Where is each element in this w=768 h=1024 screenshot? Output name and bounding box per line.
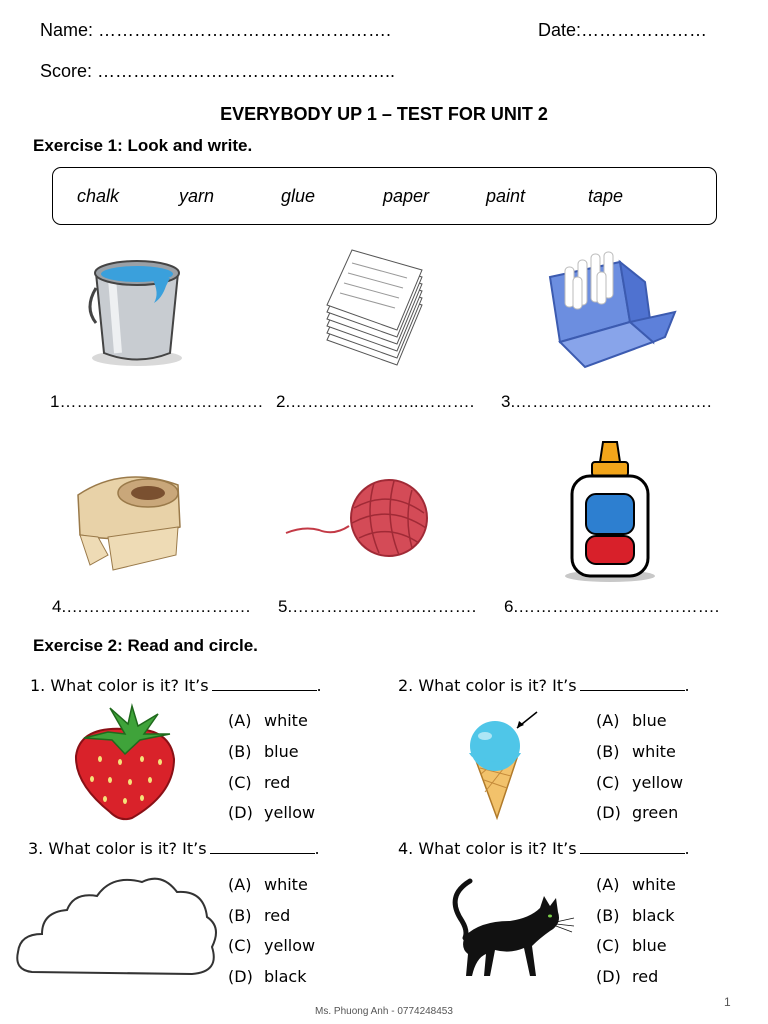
blank-3[interactable]: 3.………………….…………. <box>501 392 712 411</box>
word-glue: glue <box>281 186 316 206</box>
question-2-number: 2. <box>398 676 414 695</box>
q3-option-c[interactable]: (C) yellow <box>228 936 316 955</box>
q1-option-c[interactable]: (C) red <box>228 773 291 792</box>
q3-option-b[interactable]: (B) red <box>228 906 291 925</box>
word-chalk: chalk <box>77 186 120 206</box>
question-4-end: . <box>684 839 690 858</box>
blank-5[interactable]: 5.…………………..………. <box>278 597 477 616</box>
blank-1[interactable]: 1……………………………… <box>50 392 264 411</box>
question-1-number: 1. <box>30 676 46 695</box>
q4-option-c[interactable]: (C) blue <box>596 936 667 955</box>
question-2-text: What color is it? It’s <box>418 676 577 695</box>
question-3-end: . <box>314 839 320 858</box>
word-paint: paint <box>486 186 526 206</box>
question-4-number: 4. <box>398 839 414 858</box>
q3-option-a[interactable]: (A) white <box>228 875 308 894</box>
question-4 <box>398 839 690 858</box>
q1-option-d[interactable]: (D) yellow <box>228 803 316 822</box>
cat-picture <box>440 876 575 984</box>
q2-option-b[interactable]: (B) white <box>596 742 676 761</box>
paint-bucket-picture <box>82 248 192 368</box>
exercise-2-heading: Exercise 2: Read and circle. <box>33 636 258 655</box>
question-3-text: What color is it? It’s <box>48 839 207 858</box>
word-paper: paper <box>383 186 430 206</box>
word-yarn: yarn <box>179 186 215 206</box>
strawberry-picture <box>70 704 180 822</box>
tape-roll-picture <box>68 455 186 575</box>
question-1 <box>30 676 322 695</box>
chalk-box-picture <box>545 242 680 372</box>
question-4-text: What color is it? It’s <box>418 839 577 858</box>
question-3 <box>28 839 320 858</box>
q1-option-b[interactable]: (B) blue <box>228 742 299 761</box>
page-number: 1 <box>724 995 731 1009</box>
paper-stack-picture <box>322 245 426 370</box>
answer-line-2[interactable] <box>580 690 685 691</box>
question-2-end: . <box>684 676 690 695</box>
q4-option-b[interactable]: (B) black <box>596 906 675 925</box>
q4-option-d[interactable]: (D) red <box>596 967 659 986</box>
page-title: EVERYBODY UP 1 – TEST FOR UNIT 2 <box>220 104 548 124</box>
word-tape: tape <box>588 186 624 206</box>
q2-option-d[interactable]: (D) green <box>596 803 679 822</box>
q2-option-c[interactable]: (C) yellow <box>596 773 684 792</box>
exercise-1-heading: Exercise 1: Look and write. <box>33 136 253 155</box>
score-line: Score: ………………………………………….. <box>40 61 396 81</box>
yarn-ball-picture <box>284 478 429 558</box>
answer-line-3[interactable] <box>210 853 315 854</box>
q1-option-a[interactable]: (A) white <box>228 711 308 730</box>
ice-cream-picture <box>445 708 545 823</box>
blank-4[interactable]: 4.…………………..………. <box>52 597 251 616</box>
date-line: Date:………………… <box>538 20 708 40</box>
blank-6[interactable]: 6.………………..……………. <box>504 597 720 616</box>
name-line: Name: …………………………………………. <box>40 20 392 40</box>
cloud-picture <box>12 872 222 990</box>
question-2 <box>398 676 690 695</box>
answer-line-1[interactable] <box>212 690 317 691</box>
glue-bottle-picture <box>560 440 660 582</box>
question-3-number: 3. <box>28 839 44 858</box>
q2-option-a[interactable]: (A) blue <box>596 711 667 730</box>
question-1-end: . <box>316 676 322 695</box>
q4-option-a[interactable]: (A) white <box>596 875 676 894</box>
answer-line-4[interactable] <box>580 853 685 854</box>
question-1-text: What color is it? It’s <box>50 676 209 695</box>
q3-option-d[interactable]: (D) black <box>228 967 307 986</box>
footer-credit: Ms. Phuong Anh - 0774248453 <box>315 1006 453 1017</box>
blank-2[interactable]: 2.…………………..………. <box>276 392 475 411</box>
